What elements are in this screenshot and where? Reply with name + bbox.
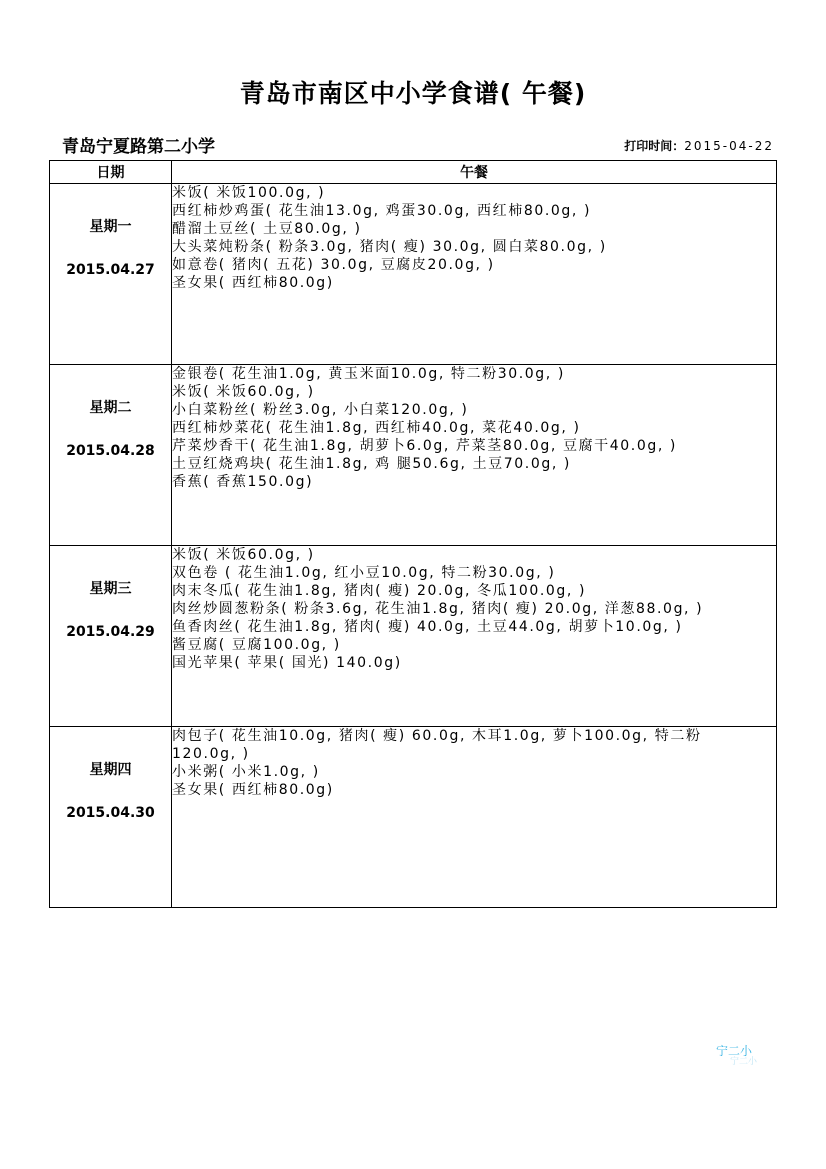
school-stamp: 宁二小 [716,1044,753,1058]
meal-item: 小白菜粉丝( 粉丝3.0g, 小白菜120.0g, ) [172,402,469,418]
school-name: 青岛宁夏路第二小学 [62,137,215,157]
meals-cell [172,365,777,546]
print-time-label: 打印时间： [624,139,685,153]
weekday-label: 星期四 [89,762,132,778]
meal-item: 芹菜炒香干( 花生油1.8g, 胡萝卜6.0g, 芹菜茎80.0g, 豆腐干40.0g, ) [172,438,677,454]
lunch-column-header: 午餐 [172,161,777,184]
meals-cell [172,184,777,365]
table-row [50,365,777,546]
date-cell [50,365,172,546]
meal-item: 圣女果( 西红柿80.0g) [172,782,334,798]
school-stamp-shadow: 宁二小 [730,1057,758,1067]
meal-item: 肉包子( 花生油10.0g, 猪肉( 瘦) 60.0g, 木耳1.0g, 萝卜100.0g, 特二粉120.0g, ) [172,728,702,762]
meal-item: 圣女果( 西红柿80.0g) [172,275,334,291]
date-cell [50,184,172,365]
meal-item: 香蕉( 香蕉150.0g) [172,474,314,490]
meal-item: 酱豆腐( 豆腐100.0g, ) [172,637,341,653]
table-row [50,546,777,727]
weekday-label: 星期三 [89,581,132,597]
date-cell [50,546,172,727]
date-label: 2015.04.27 [66,262,155,278]
meal-item: 双色卷 ( 花生油1.0g, 红小豆10.0g, 特二粉30.0g, ) [172,565,556,581]
meal-item: 醋溜土豆丝( 土豆80.0g, ) [172,221,362,237]
print-time-value: 2015-04-22 [684,139,774,153]
meal-item: 金银卷( 花生油1.0g, 黄玉米面10.0g, 特二粉30.0g, ) [172,366,565,382]
date-label: 2015.04.29 [66,624,155,640]
meal-item: 鱼香肉丝( 花生油1.8g, 猪肉( 瘦) 40.0g, 土豆44.0g, 胡萝卜10.0g, ) [172,619,683,635]
table-row [50,727,777,908]
meal-item: 西红柿炒鸡蛋( 花生油13.0g, 鸡蛋30.0g, 西红柿80.0g, ) [172,203,592,219]
meal-item: 肉末冬瓜( 花生油1.8g, 猪肉( 瘦) 20.0g, 冬瓜100.0g, ) [172,583,587,599]
meal-item: 米饭( 米饭60.0g, ) [172,384,315,400]
meal-item: 大头菜炖粉条( 粉条3.0g, 猪肉( 瘦) 30.0g, 圆白菜80.0g, ) [172,239,607,255]
meal-item: 米饭( 米饭60.0g, ) [172,547,315,563]
meals-cell [172,727,777,908]
date-label: 2015.04.30 [66,805,155,821]
date-column-header: 日期 [50,161,172,184]
meal-item: 土豆红烧鸡块( 花生油1.8g, 鸡 腿50.6g, 土豆70.0g, ) [172,456,571,472]
table-header-row [50,161,777,184]
print-time [624,137,774,154]
date-cell [50,727,172,908]
lunch-menu-table [49,160,777,908]
meal-item: 小米粥( 小米1.0g, ) [172,764,320,780]
meals-cell [172,546,777,727]
page-title: 青岛市南区中小学食谱( 午餐) [239,79,587,108]
weekday-label: 星期一 [89,219,132,235]
weekday-label: 星期二 [89,400,132,416]
meal-item: 国光苹果( 苹果( 国光) 140.0g) [172,655,402,671]
date-label: 2015.04.28 [66,443,155,459]
table-row [50,184,777,365]
meal-item: 西红柿炒菜花( 花生油1.8g, 西红柿40.0g, 菜花40.0g, ) [172,420,581,436]
meal-item: 米饭( 米饭100.0g, ) [172,185,326,201]
meal-item: 如意卷( 猪肉( 五花) 30.0g, 豆腐皮20.0g, ) [172,257,495,273]
meal-item: 肉丝炒圆葱粉条( 粉条3.6g, 花生油1.8g, 猪肉( 瘦) 20.0g, 洋葱88.0g, ) [172,601,704,617]
